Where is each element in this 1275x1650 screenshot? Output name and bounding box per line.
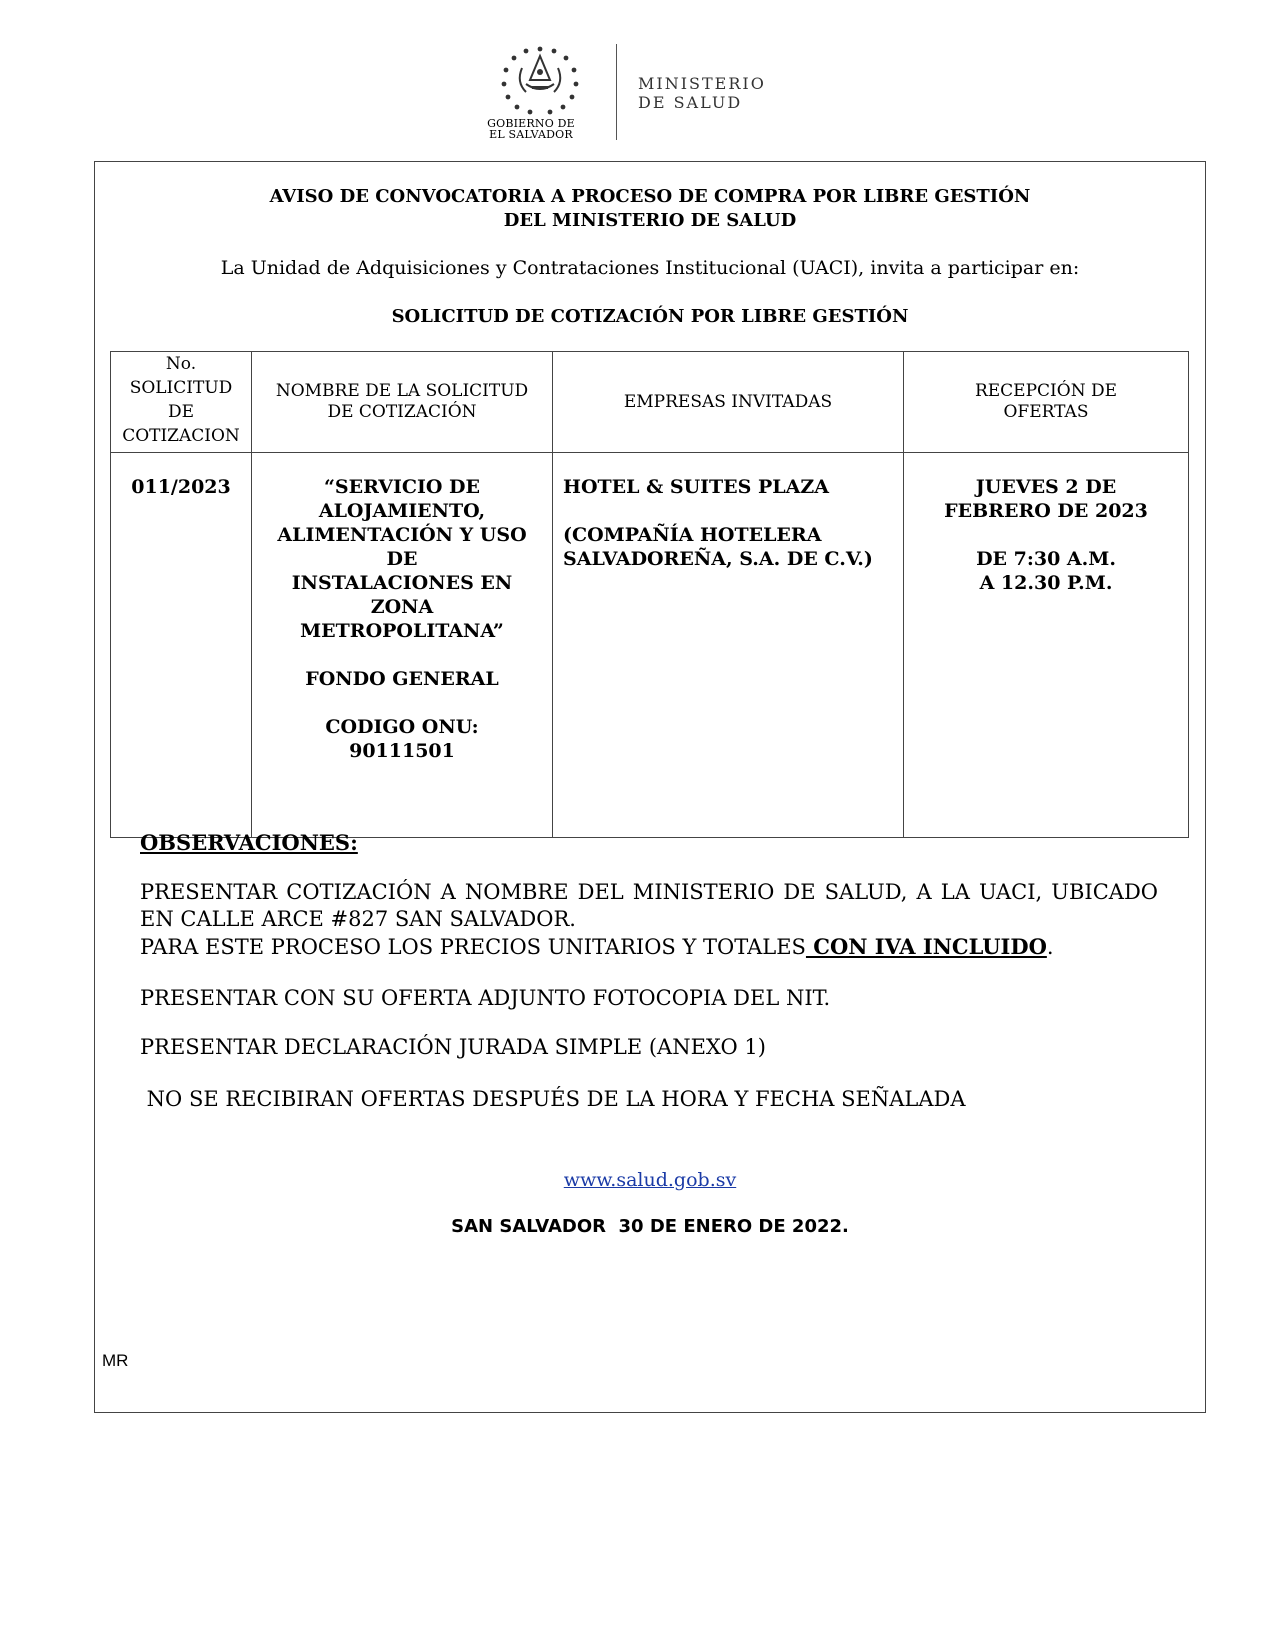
observation-item: PRESENTAR CON SU OFERTA ADJUNTO FOTOCOPIA DEL NIT. bbox=[140, 986, 831, 1010]
header-invited-companies: EMPRESAS INVITADAS bbox=[553, 352, 904, 453]
header-offer-reception: RECEPCIÓN DE OFERTAS bbox=[904, 352, 1189, 453]
government-label: GOBIERNO DE EL SALVADOR bbox=[487, 117, 575, 141]
observation-item: PARA ESTE PROCESO LOS PRECIOS UNITARIOS Y TOTALES CON IVA INCLUIDO. bbox=[140, 934, 1054, 959]
header-divider bbox=[616, 44, 617, 140]
observation-item: NO SE RECIBIRAN OFERTAS DESPUÉS DE LA HORA Y FECHA SEÑALADA bbox=[140, 1087, 966, 1111]
request-number-cell: 011/2023 bbox=[111, 453, 252, 838]
request-name-cell: “SERVICIO DE ALOJAMIENTO, ALIMENTACIÓN Y USO DE INSTALACIONES EN ZONA METROPOLITANA” FONDO GENERAL CODIGO ONU: 90111501 bbox=[252, 453, 553, 838]
observation-item: PRESENTAR DECLARACIÓN JURADA SIMPLE (ANEXO 1) bbox=[140, 1035, 766, 1059]
quotation-table bbox=[110, 351, 1189, 838]
offer-reception-cell: JUEVES 2 DE FEBRERO DE 2023 DE 7:30 A.M. A 12.30 P.M. bbox=[904, 453, 1189, 838]
intro-text: La Unidad de Adquisiciones y Contrataciones Institucional (UACI), invita a participar en: bbox=[220, 257, 1080, 279]
ministry-name: MINISTERIO DE SALUD bbox=[638, 74, 766, 112]
observation-item: PRESENTAR COTIZACIÓN A NOMBRE DEL MINISTERIO DE SALUD, A LA UACI, UBICADO EN CALLE ARCE #827 SAN SALVADOR. bbox=[140, 880, 1158, 931]
header-request-number: No. SOLICITUD DE COTIZACION bbox=[111, 352, 252, 453]
letterhead bbox=[470, 40, 810, 144]
author-initials: MR bbox=[102, 1351, 129, 1370]
observations-heading: OBSERVACIONES: bbox=[140, 830, 358, 855]
website-link[interactable]: www.salud.gob.sv bbox=[563, 1169, 737, 1191]
table-row bbox=[111, 453, 1189, 838]
national-coat-of-arms-icon bbox=[490, 46, 590, 122]
header-request-name: NOMBRE DE LA SOLICITUD DE COTIZACIÓN bbox=[252, 352, 553, 453]
notice-frame bbox=[94, 161, 1206, 1413]
table-header-row bbox=[111, 352, 1189, 453]
place-and-date: SAN SALVADOR 30 DE ENERO DE 2022. bbox=[451, 1216, 849, 1237]
notice-title: AVISO DE CONVOCATORIA A PROCESO DE COMPRA POR LIBRE GESTIÓN DEL MINISTERIO DE SALUD bbox=[269, 186, 1031, 231]
vat-included-emphasis: CON IVA INCLUIDO bbox=[805, 934, 1047, 959]
invited-companies-cell: HOTEL & SUITES PLAZA (COMPAÑÍA HOTELERA SALVADOREÑA, S.A. DE C.V.) bbox=[553, 453, 904, 838]
notice-subtitle: SOLICITUD DE COTIZACIÓN POR LIBRE GESTIÓN bbox=[391, 306, 909, 327]
